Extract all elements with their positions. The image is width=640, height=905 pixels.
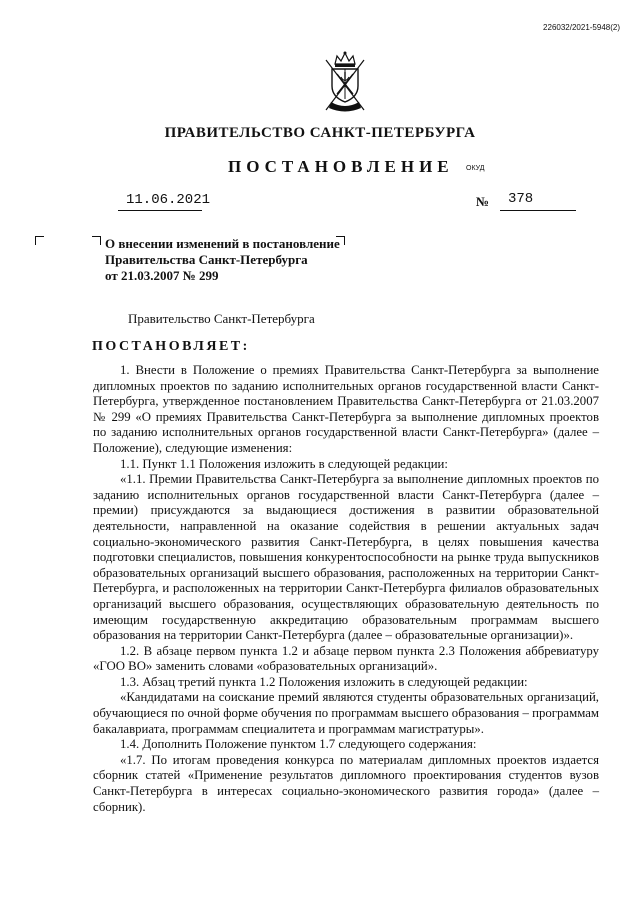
body-paragraph: «1.1. Премии Правительства Санкт-Петербурга за выполнение дипломных проектов по заданию исполнительных органов государственной власти Санкт-Петербурга (далее – премии) присуждаются за выдающиеся достижения в развитии образовательной деятельности, направленной на оказание содействия в решении актуальных задач социально-экономического развития Санкт-Петербурга, в целях повышения качества подготовки специалистов, повышения конкурентоспособности на рынке труда выпускников образовательных организаций высшего образования, расположенных на территории Санкт-Петербурга, и расположенных на территории Санкт-Петербурга филиалов образовательных организаций высшего образования, осуществляющих образовательную деятельность по имеющим государственную аккредитацию образовательным программам высшего образования на территории Санкт-Петербурга (далее – образовательные организации)». <box>93 472 599 643</box>
number-sign: № <box>476 194 490 209</box>
corner-mark-left <box>35 236 44 245</box>
decree-heading: ПОСТАНОВЛЕНИЕ <box>228 157 454 176</box>
body-paragraph: 1.4. Дополнить Положение пунктом 1.7 следующего содержания: <box>120 737 477 752</box>
saint-petersburg-coat-of-arms-icon <box>323 50 367 118</box>
subject-line: от 21.03.2007 № 299 <box>105 268 219 283</box>
date-underline <box>118 210 202 211</box>
body-paragraph: 1. Внести в Положение о премиях Правительства Санкт-Петербурга за выполнение дипломных проектов по заданию исполнительных органов государственной власти Санкт-Петербурга, утвержденное постановлением Правительства Санкт-Петербурга от 21.03.2007 № 299 «О премиях Правительства Санкт-Петербурга за выполнение дипломных проектов по заданию исполнительных органов государственной власти Санкт-Петербурга» (далее – Положение), следующие изменения: <box>93 363 599 455</box>
decree-date: 11.06.2021 <box>126 192 211 208</box>
decree-subject <box>105 236 340 284</box>
decree-body <box>93 363 599 815</box>
okud-label: ОКУД <box>466 165 485 172</box>
subject-line: Правительства Санкт-Петербурга <box>105 252 308 267</box>
decree-number: 378 <box>508 191 534 207</box>
body-paragraph: «Кандидатами на соискание премий являются студенты образовательных организаций, обучающиеся по очной форме обучения по программам высшего образования – программам бакалавриата, программам специалитета и программам магистратуры». <box>93 690 599 736</box>
issuer-line: Правительство Санкт-Петербурга <box>128 311 315 326</box>
body-paragraph: 1.1. Пункт 1.1 Положения изложить в следующей редакции: <box>120 456 448 471</box>
government-title: ПРАВИТЕЛЬСТВО САНКТ-ПЕТЕРБУРГА <box>164 125 476 141</box>
corner-mark-subject-left <box>92 236 101 245</box>
number-underline <box>500 210 576 211</box>
body-paragraph: 1.2. В абзаце первом пункта 1.2 и абзаце первом пункта 2.3 Положения аббревиатуру «ГОО ВО» заменить словами «образовательных организаций». <box>93 643 599 674</box>
decides-heading: ПОСТАНОВЛЯЕТ: <box>92 339 250 354</box>
body-paragraph: 1.3. Абзац третий пункта 1.2 Положения изложить в следующей редакции: <box>120 674 528 689</box>
body-paragraph: «1.7. По итогам проведения конкурса по материалам дипломных проектов издается сборник статей «Применение результатов дипломного проектирования студентов вузов Санкт-Петербурга в интересах социально-экономического развития города» (далее – сборник). <box>93 752 599 814</box>
subject-line: О внесении изменений в постановление <box>105 236 340 251</box>
document-code: 226032/2021-5948(2) <box>543 23 620 32</box>
